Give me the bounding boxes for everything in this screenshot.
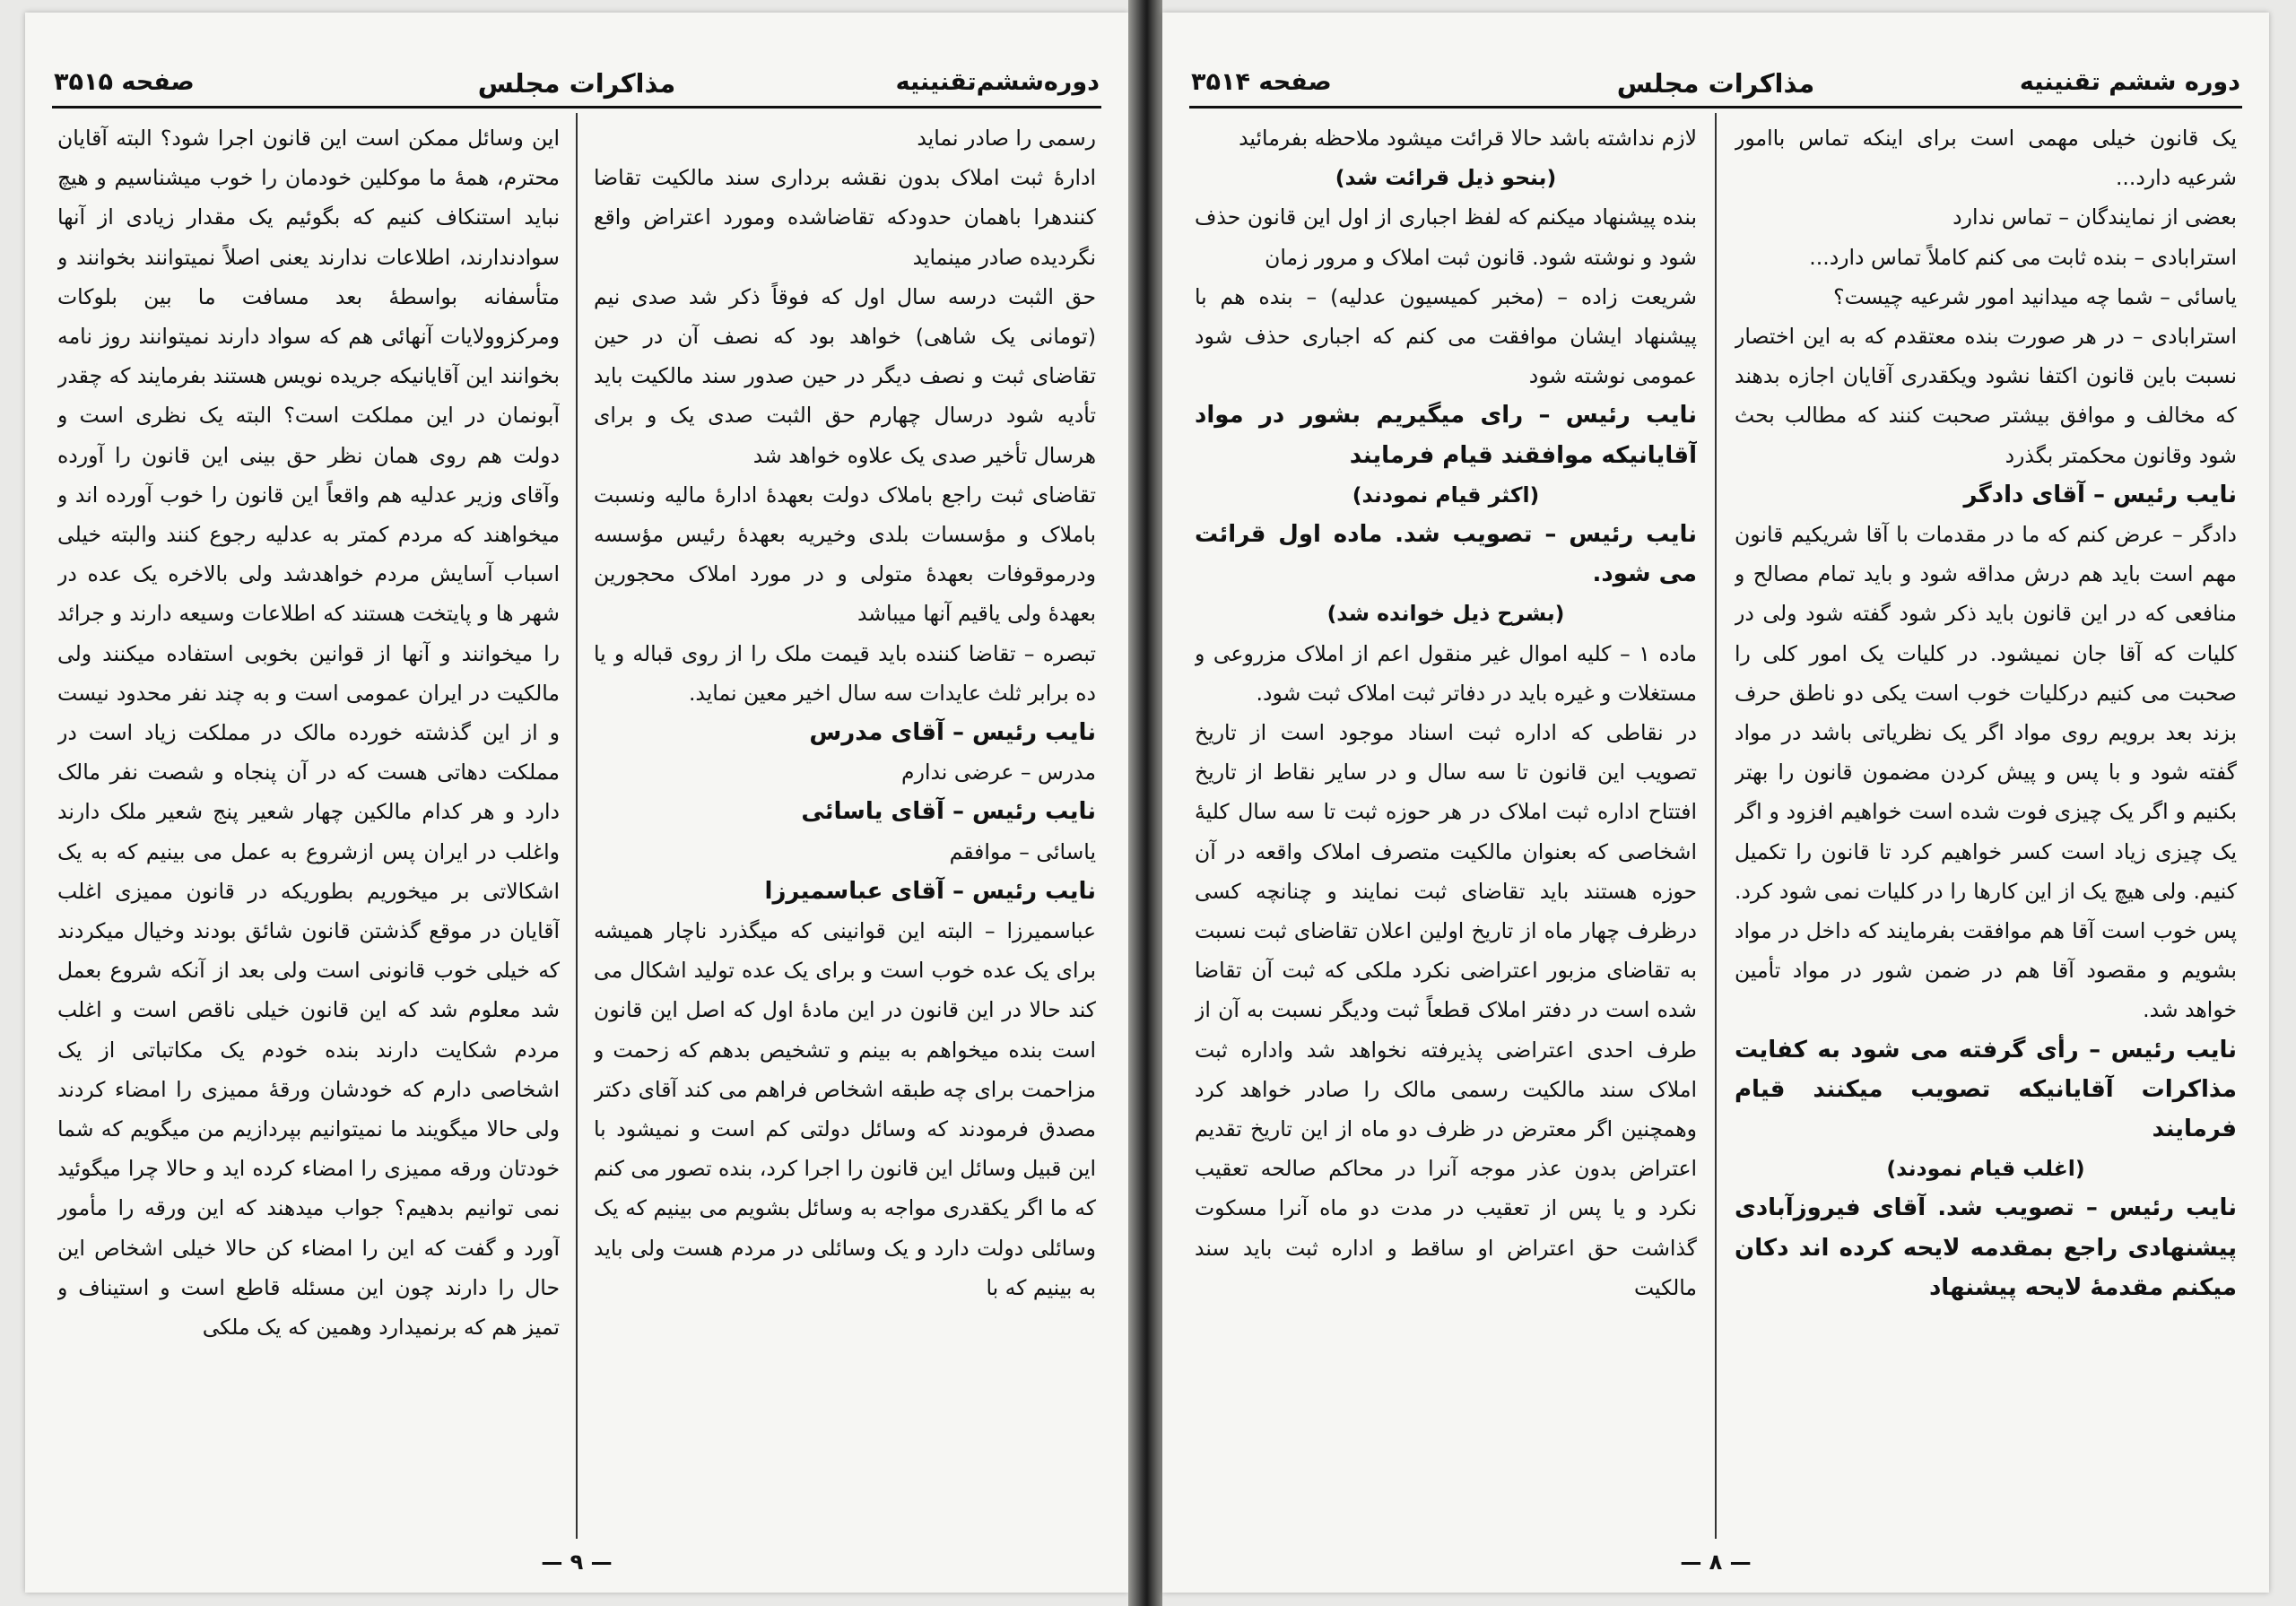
paragraph: استرابادی – بنده ثابت می کنم کاملاً تماس دارد... [1809,244,2237,270]
paragraph: دادگر – عرض کنم که ما در مقدمات با آقا شریکیم قانون مهم است باید هم درش مداقه شود و باید تمام مصالح و منافعی که در این قانون باید ذکر شود گفته شود ولی در کلیات که آقا جان نمیشود. در کلیات یک امور کلی را صحبت می کنیم درکلیات خوب است یکی دو ناطق حرف بزند بعد برویم روی مواد اگر یک نظریاتی باشد در مواد گفته شود و با پس و پیش کردن مضمون قانون را بهتر بکنیم و اگر یک چیزی فوت شده است خواهیم افزود و اگر یک چیزی زیاد است کسر خواهیم کرد تا قانون را تکمیل کنیم. ولی هیچ یک از این کارها را در کلیات نمی شود کرد. پس خوب است آقا هم موافقت بفرمایند که داخل در مواد بشویم و مقصود آقا هم در ضمن شور در مواد تأمین خواهد شد. [1735,522,2237,1023]
left-page-right-column [594,118,1096,1557]
left-page-header [54,65,1100,104]
paragraph: مدرس – عرضی ندارم [901,760,1096,786]
header-rule [1189,106,2242,109]
paragraph: یاسائی – شما چه میدانید امور شرعیه چیست؟ [1833,283,2237,309]
journal-title: مذاکرات مجلس [1616,68,1815,99]
stage-direction: (اکثر قیام نمودند) [1352,482,1540,508]
paragraph: یک قانون خیلی مهمی است برای اینکه تماس باامور شرعیه دارد... [1735,126,2237,191]
speaker-line: نایب رئیس – تصویب شد. آقای فیروزآبادی پیشنهادی راجع بمقدمه لایحه کرده اند دکان میکنم مقدمهٔ لایحه پیشنهاد [1735,1194,2237,1301]
stage-direction: (بنحو ذیل قرائت شد) [1335,165,1557,191]
page-number: صفحه ۳۵۱۴ [1191,68,1332,96]
paragraph: یاسائی – موافقم [949,838,1096,864]
speaker-line: نایب رئیس – آقای مدرس [809,719,1096,747]
paragraph: بنده پیشنهاد میکنم که لفظ اجباری از اول این قانون حذف شود و نوشته شود. قانون ثبت املاک و مرور زمان [1195,204,1697,270]
right-page-header [1191,65,2240,104]
left-page-left-column [57,118,560,1557]
header-rule [52,106,1101,109]
paragraph: در نقاطی که اداره ثبت اسناد موجود است از تاریخ تصویب این قانون تا سه سال و در سایر نقاط از تاریخ افتتاح اداره ثبت املاک در هر حوزه ثبت تا سه سال کلیهٔ اشخاصی که بعنوان مالکیت متصرف املاک واقعه در آن حوزه هستند باید تقاضای ثبت نمایند و چنانچه کسی درظرف چهار ماه از تاریخ اولین اعلان تقاضای ثبت نسبت به تقاضای مزبور اعتراضی نکرد ملکی که ثبت آن تقاضا شده است در دفتر املاک قطعاً ثبت ودیگر نسبت به آن از طرف احدی اعتراضی پذیرفته نخواهد شد واداره ثبت املاک سند مالکیت رسمی مالک را صادر خواهد کرد وهمچنین اگر معترض در ظرف دو ماه از این تاریخ تقدیم اعتراض بدون عذر موجه آنرا در محاکم صالحه تعقیب نکرد و یا پس از تعقیب در مدت دو ماه آنرا مسکوت گذاشت حق اعتراض او ساقط و اداره ثبت باید سند مالکیت [1195,720,1697,1300]
page-number: صفحه ۳۵۱۵ [54,68,195,96]
paragraph: تبصره – تقاضا کننده باید قیمت ملک را از روی قباله و یا ده برابر ثلث عایدات سه سال اخیر معین نماید. [594,640,1096,706]
paragraph: استرابادی – در هر صورت بنده معتقدم که به این اختصار نسبت باین قانون اکتفا نشود ویکقدری آقایان اجازه بدهند که مخالف و موافق بیشتر صحبت کنند که مطالب بحث شود وقانون محکمتر بگذرد [1735,324,2237,468]
paragraph: حق الثبت درسه سال اول که فوقاً ذکر شد صدی نیم (تومانی یک شاهی) خواهد بود که نصف آن در حین تقاضای ثبت و نصف دیگر در حین صدور سند مالکیت باید تأدیه شود درسال چهارم حق الثبت صدی یک و برای هرسال تأخیر صدی یک علاوه خواهد شد [594,283,1096,468]
paragraph: رسمی را صادر نماید [917,126,1096,151]
right-page [1162,13,2269,1593]
paragraph: لازم نداشته باشد حالا قرائت میشود ملاحظه بفرمائید [1239,126,1697,151]
right-page-left-column [1195,118,1697,1557]
paragraph: این وسائل ممکن است این قانون اجرا شود؟ البته آقایان محترم، همهٔ ما موکلین خودمان را خوب میشناسیم و هیچ نباید استنکاف کنیم که بگوئیم یک مقدار زیادی از آنها سوادندارند، اطلاعات ندارند یعنی اصلاً نمیتوانند بخوانند و متأسفانه بواسطهٔ بعد مسافت ما بین بلوکات ومرکزوولایات آنهائی هم که سواد دارند نمیتوانند روز نامه بخوانند این آقایانیکه جریده نویس هستند بفرمایند که چقدر آبونمان در این مملکت است؟ البته یک نظری است و دولت هم روی همان نظر حق بینی این قانون را آورده وآقای وزیر عدلیه هم واقعاً این قانون را خوب آورده اند و میخواهند که مردم کمتر به عدلیه رجوع کنند والبته خیلی اسباب آسایش مردم خواهدشد ولی بالاخره یک عده در شهر ها و پایتخت هستند که اطلاعات وسیعه دارند و جرائد را میخوانند و آنها از قوانین بخوبی استفاده میکنند ولی مالکیت در ایران عمومی است و به چند نفر محدود نیست و از این گذشته خورده مالک در مملکت زیاد است در مملکت دهاتی هست که در آن پنجاه و شصت نفر مالک دارد و هر کدام مالکین چهار شعیر پنج شعیر ملک دارند واغلب در ایران پس ازشروع به عمل می بینیم که به یک اشکالاتی بر میخوریم بطوریکه در قانون ممیزی اغلب آقایان در موقع گذشتن قانون شائق بودند وخیال میکردند که خیلی خوب قانونی است ولی بعد از آنکه شروع بعمل شد معلوم شد که این قانون خیلی ناقص است و اغلب مردم شکایت دارند بنده خودم یک مکاتباتی از یک اشخاصی دارم که خودشان ورقهٔ ممیزی را امضاء کردند ولی حالا میگویند ما نمیتوانیم بپردازیم من میگویم که شما خودتان ورقه ممیزی را امضاء کرده اید و حالا چرا میگوئید نمی توانیم بدهیم؟ جواب میدهند که این ورقه را مأمور آورد و گفت که این را امضاء کن حالا خیلی اشخاص این حال را دارند چون این مسئله قاطع است و استیناف و تمیز هم که برنمیدارد وهمین که یک ملکی [57,126,560,1341]
paragraph: ادارهٔ ثبت املاک بدون نقشه برداری سند مالکیت تقاضا کنندهرا باهمان حدودکه تقاضاشده ومورد اعتراض واقع نگردیده صادر مینماید [594,165,1096,270]
speaker-line: نایب رئیس – آقای عباسمیرزا [764,877,1096,905]
page-footer-number: — ۸ — [1680,1550,1752,1575]
speaker-line: نایب رئیس – تصویب شد. ماده اول قرائت می شود. [1195,521,1697,588]
session-label: دوره‌ششم‌تقنینیه [895,68,1100,96]
column-divider [576,113,578,1539]
stage-direction: (اغلب قیام نمودند) [1886,1156,2085,1182]
paragraph: تقاضای ثبت راجع باملاک دولت بعهدهٔ ادارهٔ مالیه ونسبت باملاک و مؤسسات بلدی وخیریه بعهدهٔ رئیس مؤسسه ودرموقوفات بعهدهٔ متولی و در مورد املاک محجورین بعهدهٔ ولی یاقیم آنها میباشد [594,482,1096,627]
speaker-line: نایب رئیس – رأی گرفته می شود به کفایت مذاکرات آقایانیکه تصویب میکنند قیام فرمایند [1735,1036,2237,1143]
paragraph: عباسمیرزا – البته این قوانینی که میگذرد ناچار همیشه برای یک عده خوب است و برای یک عده تولید اشکال می کند حالا در این قانون در این مادهٔ اول که اصل این قانون است بنده میخواهم به بینم و تشخیص بدهم که زحمت و مزاحمت برای چه طبقه اشخاص فراهم می کند آقای دکتر مصدق فرمودند که وسائل دولتی کم است و نمیشود با این قبیل وسائل این قانون را اجرا کرد، بنده تصور می کنم که ما اگر یکقدری مواجه به وسائل بشویم می بینیم که یک وسائلی دولت دارد و یک وسائلی در مردم هست ولی باید به بینیم که با [594,918,1096,1300]
book-gutter [1128,0,1162,1606]
paragraph: بعضی از نمایندگان – تماس ندارد [1952,204,2237,230]
stage-direction: (بشرح ذیل خوانده شد) [1326,601,1565,627]
left-page [25,13,1128,1593]
column-divider [1715,113,1717,1539]
page-footer-number: — ۹ — [541,1550,613,1575]
paragraph: شریعت زاده – (مخبر کمیسیون عدلیه) – بنده هم با پیشنهاد ایشان موافقت می کنم که اجباری حذف شود عمومی نوشته شود [1195,283,1697,389]
journal-title: مذاکرات مجلس [477,68,676,99]
speaker-line: نایب رئیس – آقای دادگر [1963,481,2237,508]
session-label: دوره ششم تقنینیه [2019,68,2240,96]
speaker-line: نایب رئیس – آقای یاسائی [801,798,1096,826]
speaker-line: نایب رئیس – رای میگیریم بشور در مواد آقایانیکه موافقند قیام فرمایند [1195,402,1697,469]
right-page-right-column [1735,118,2237,1557]
article-text: ماده ۱ – کلیه اموال غیر منقول اعم از املاک مزروعی و مستغلات و غیره باید در دفاتر ثبت املاک ثبت شود. [1195,640,1697,706]
